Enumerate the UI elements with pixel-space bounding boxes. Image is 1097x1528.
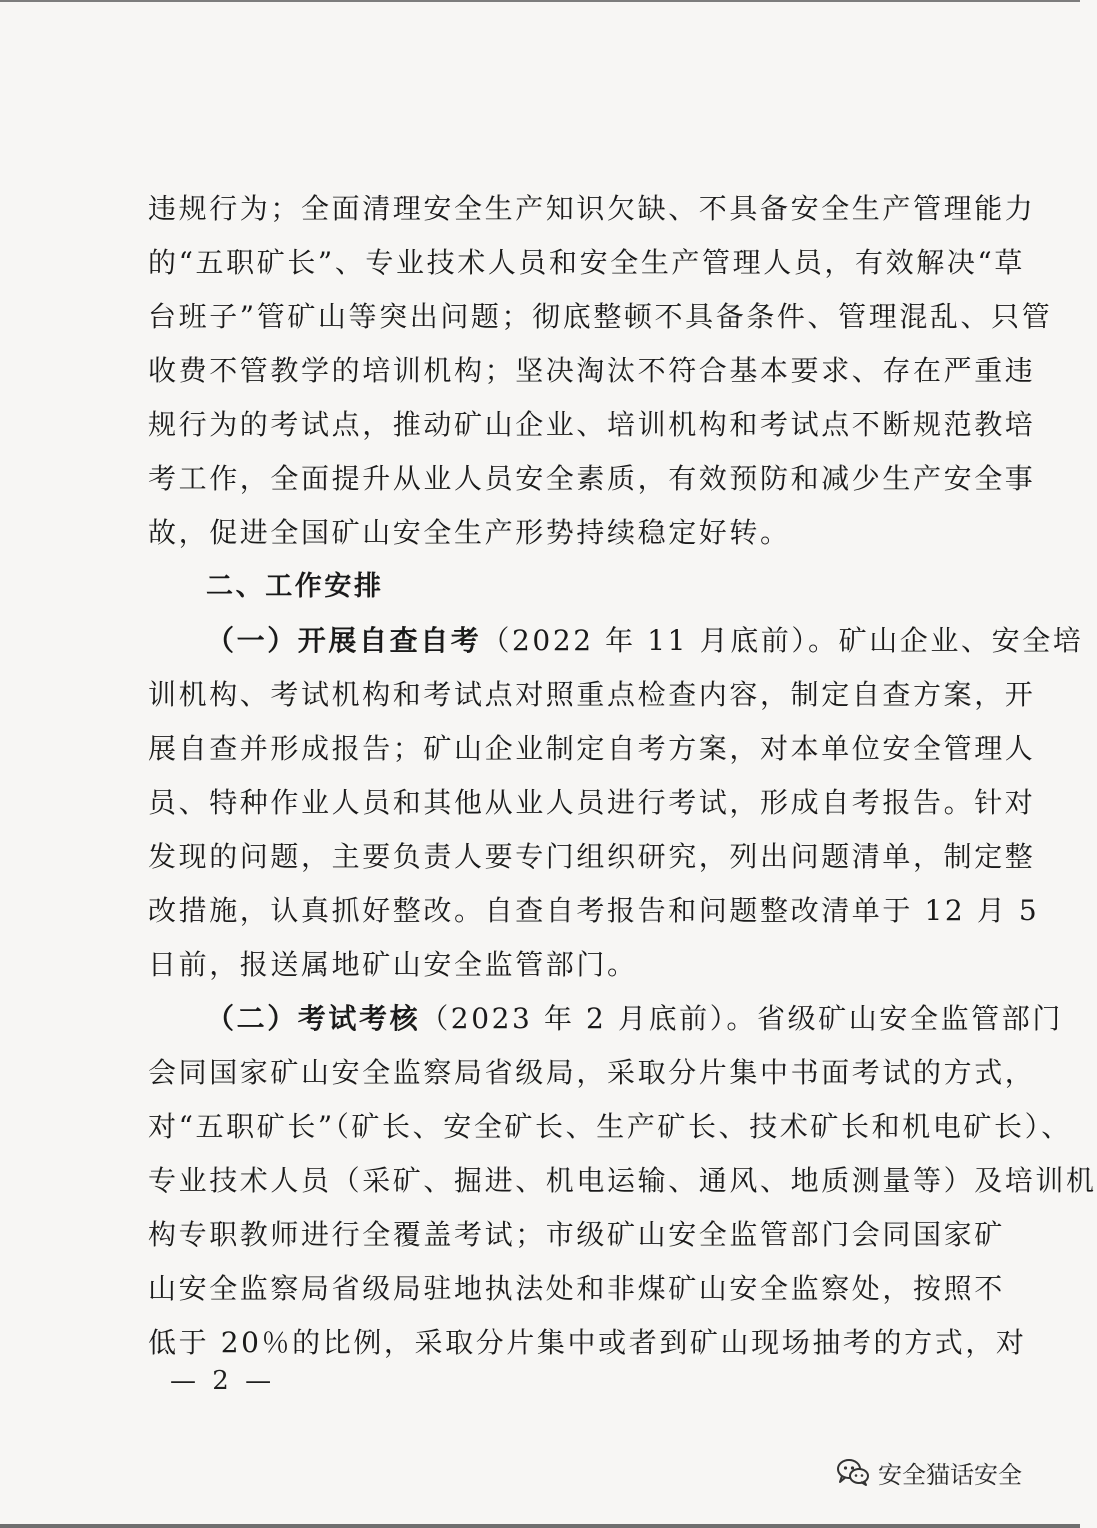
body-line: 台班子”管矿山等突出问题；彻底整顿不具备条件、管理混乱、只管: [148, 300, 1053, 333]
body-line: 训机构、考试机构和考试点对照重点检查内容，制定自查方案，开: [148, 678, 1036, 711]
item-2-label: （二）考试考核: [206, 1002, 421, 1035]
item-1-first-line-text: （2022 年 11 月底前）。矿山企业、安全培: [481, 624, 1084, 657]
body-line: 专业技术人员（采矿、掘进、机电运输、通风、地质测量等）及培训机: [148, 1164, 1097, 1197]
watermark-text: 安全猫话安全: [878, 1460, 1022, 1489]
body-line: 收费不管教学的培训机构；坚决淘汰不符合基本要求、存在严重违: [148, 354, 1036, 387]
page-number: — 2 —: [170, 1366, 276, 1396]
bottom-scan-edge: [0, 1524, 1080, 1528]
wechat-icon: [836, 1457, 870, 1487]
body-line: 员、特种作业人员和其他从业人员进行考试，形成自考报告。针对: [148, 786, 1036, 819]
section-heading: 二、工作安排: [206, 571, 384, 602]
body-line: 展自查并形成报告；矿山企业制定自考方案，对本单位安全管理人: [148, 732, 1036, 765]
body-line: 规行为的考试点，推动矿山企业、培训机构和考试点不断规范教培: [148, 408, 1036, 441]
item-2-first-line: [148, 992, 1063, 1046]
body-line: 改措施，认真抓好整改。自查自考报告和问题整改清单于 12 月 5: [148, 894, 1040, 927]
body-line: 低于 20％的比例，采取分片集中或者到矿山现场抽考的方式，对: [148, 1326, 1027, 1359]
body-line: 构专职教师进行全覆盖考试；市级矿山安全监管部门会同国家矿: [148, 1218, 1005, 1251]
body-line: 发现的问题，主要负责人要专门组织研究，列出问题清单，制定整: [148, 840, 1036, 873]
watermark: [836, 1452, 1022, 1492]
document-body: [148, 182, 1097, 1370]
body-line: 违规行为；全面清理安全生产知识欠缺、不具备安全生产管理能力: [148, 192, 1036, 225]
body-line: 对“五职矿长”（矿长、安全矿长、生产矿长、技术矿长和机电矿长）、: [148, 1110, 1072, 1143]
body-line: 山安全监察局省级局驻地执法处和非煤矿山安全监察处，按照不: [148, 1272, 1005, 1305]
top-scan-edge: [0, 0, 1080, 2]
item-1-first-line: [148, 614, 1084, 668]
item-1-label: （一）开展自查自考: [206, 624, 482, 657]
body-line: 会同国家矿山安全监察局省级局，采取分片集中书面考试的方式，: [148, 1056, 1036, 1089]
body-line: 考工作，全面提升从业人员安全素质，有效预防和减少生产安全事: [148, 462, 1036, 495]
body-line: 日前，报送属地矿山安全监管部门。: [148, 948, 638, 981]
body-line: 故，促进全国矿山安全生产形势持续稳定好转。: [148, 516, 791, 549]
item-2-first-line-text: （2023 年 2 月底前）。省级矿山安全监管部门: [420, 1002, 1063, 1035]
body-line: 的“五职矿长”、专业技术人员和安全生产管理人员，有效解决“草: [148, 246, 1025, 279]
